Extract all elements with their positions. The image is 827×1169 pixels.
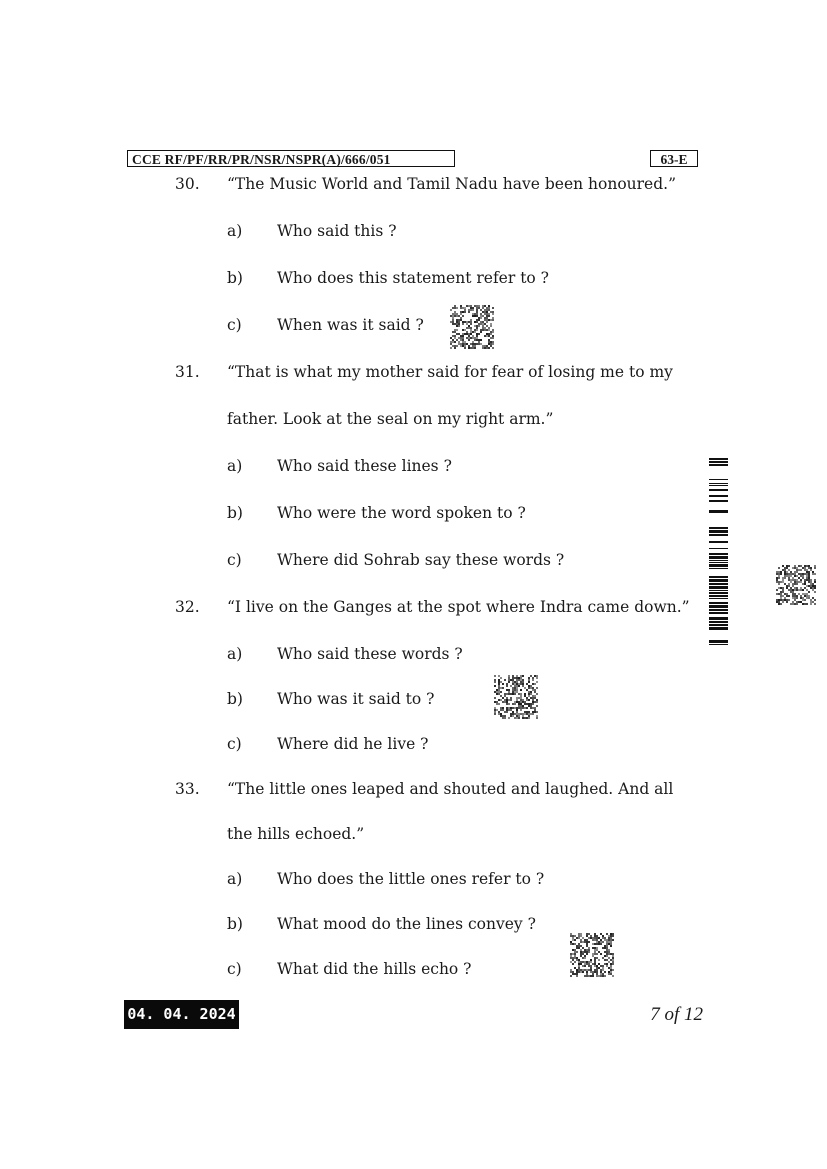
option-text: Who said this ?	[277, 222, 397, 240]
paper-code-box: 63-E	[650, 150, 698, 167]
question-text: “That is what my mother said for fear of losing me to my	[227, 363, 673, 381]
option-text: What did the hills echo ?	[277, 960, 472, 978]
exam-code-box: CCE RF/PF/RR/PR/NSR/NSPR(A)/666/051	[127, 150, 455, 167]
question-text: “I live on the Ganges at the spot where Indra came down.”	[227, 598, 690, 616]
option-label: b)	[227, 504, 243, 522]
option-text: Who said these lines ?	[277, 457, 452, 475]
page-number: 7 of 12	[650, 1004, 703, 1025]
option-text: Who does the little ones refer to ?	[277, 870, 545, 888]
option-label: c)	[227, 316, 242, 334]
question-text: “The little ones leaped and shouted and laughed. And all	[227, 780, 674, 798]
question-text: the hills echoed.”	[227, 825, 365, 843]
option-text: Where did he live ?	[277, 735, 429, 753]
option-text: Who were the word spoken to ?	[277, 504, 526, 522]
exam-date-badge: 04. 04. 2024	[124, 1000, 239, 1029]
question-text: father. Look at the seal on my right arm.”	[227, 410, 554, 428]
option-label: a)	[227, 645, 243, 663]
question-text: “The Music World and Tamil Nadu have been honoured.”	[227, 175, 676, 193]
question-number: 31.	[175, 363, 200, 381]
qr-code-side-image	[776, 565, 816, 605]
vertical-barcode-image	[709, 458, 728, 646]
option-label: b)	[227, 269, 243, 287]
option-label: a)	[227, 870, 243, 888]
option-label: a)	[227, 457, 243, 475]
option-label: a)	[227, 222, 243, 240]
qr-code-image	[570, 933, 614, 977]
option-label: c)	[227, 735, 242, 753]
option-label: c)	[227, 551, 242, 569]
option-label: c)	[227, 960, 242, 978]
question-number: 33.	[175, 780, 200, 798]
option-text: What mood do the lines convey ?	[277, 915, 536, 933]
option-text: Who does this statement refer to ?	[277, 269, 549, 287]
question-number: 32.	[175, 598, 200, 616]
qr-code-image	[450, 305, 494, 349]
option-text: Who said these words ?	[277, 645, 463, 663]
question-number: 30.	[175, 175, 200, 193]
option-text: Where did Sohrab say these words ?	[277, 551, 565, 569]
qr-code-image	[494, 675, 538, 719]
option-text: Who was it said to ?	[277, 690, 435, 708]
option-label: b)	[227, 690, 243, 708]
option-label: b)	[227, 915, 243, 933]
option-text: When was it said ?	[277, 316, 424, 334]
